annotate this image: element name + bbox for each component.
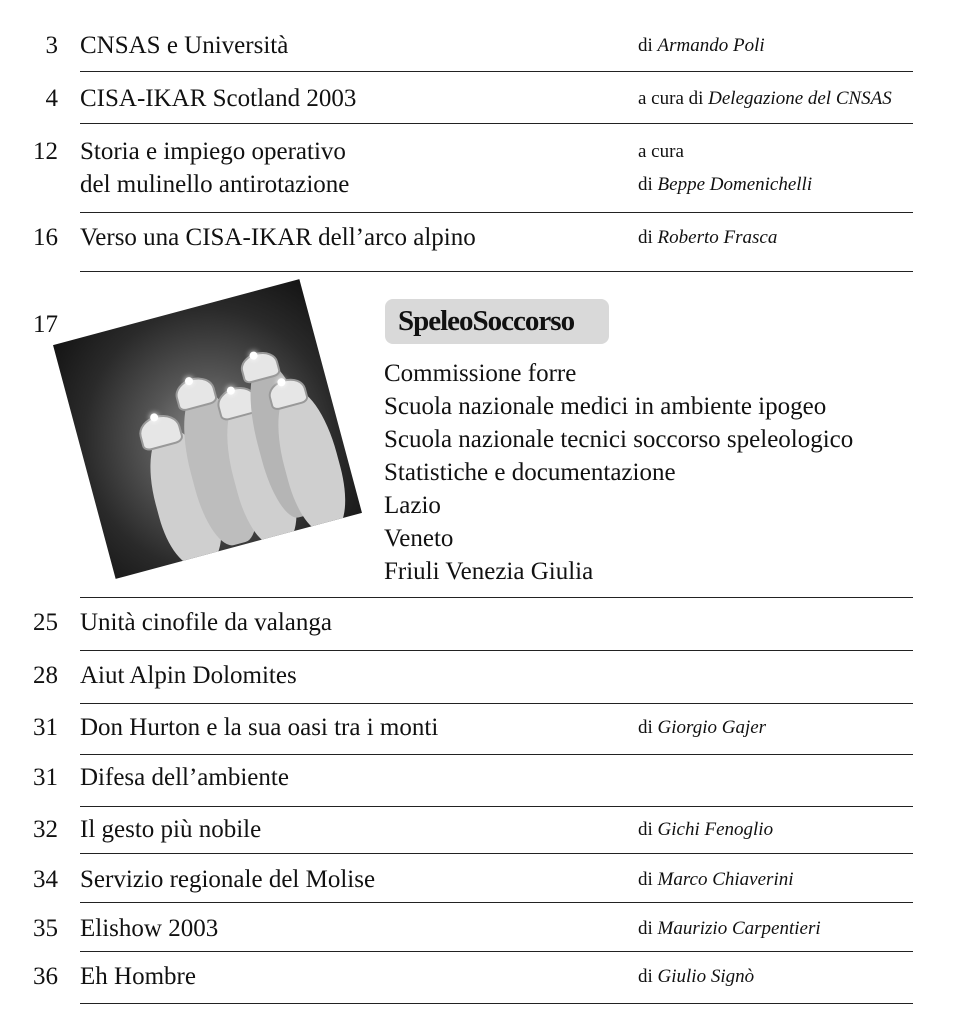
author-name: Delegazione del CNSAS: [708, 88, 892, 109]
divider: [80, 703, 913, 704]
author-prefix: di: [638, 869, 653, 890]
page-number: 28: [33, 662, 58, 689]
article-title: CISA-IKAR Scotland 2003: [80, 85, 357, 112]
author-prefix: a cura di: [638, 88, 704, 109]
author-name: Beppe Domenichelli: [657, 174, 813, 195]
article-title: CNSAS e Università: [80, 32, 289, 59]
author-prefix: di: [638, 819, 653, 840]
article-author: [638, 863, 794, 896]
cave-rescuers-photo: [53, 279, 362, 579]
article-author: [638, 960, 754, 993]
divider: [80, 271, 913, 272]
page-number: 17: [33, 311, 58, 338]
divider: [80, 853, 913, 854]
author-prefix: di: [638, 227, 653, 248]
list-item: Commissione forre: [384, 360, 577, 387]
divider: [80, 754, 913, 755]
author-prefix: di: [638, 918, 653, 939]
author-name: Gichi Fenoglio: [657, 819, 774, 840]
author-name: Maurizio Carpentieri: [657, 918, 821, 939]
article-author: [638, 29, 765, 62]
article-title: Aiut Alpin Dolomites: [80, 662, 297, 689]
author-prefix: a cura: [638, 141, 684, 162]
article-author: [638, 912, 821, 945]
article-title: Unità cinofile da valanga: [80, 609, 332, 636]
list-item: Lazio: [384, 492, 441, 519]
divider: [80, 951, 913, 952]
list-item: Veneto: [384, 525, 454, 552]
divider: [80, 806, 913, 807]
page-number: 16: [33, 224, 58, 251]
author-name: Giulio Signò: [657, 966, 755, 987]
article-author: [638, 168, 812, 201]
article-author: [638, 221, 777, 254]
article-title: Verso una CISA-IKAR dell’arco alpino: [80, 224, 476, 251]
list-item: Statistiche e documentazione: [384, 459, 676, 486]
list-item: Scuola nazionale medici in ambiente ipogeo: [384, 393, 827, 420]
page-number: 32: [33, 816, 58, 843]
article-title-line2: del mulinello antirotazione: [80, 171, 350, 198]
page-number: 3: [45, 32, 58, 59]
page-number: 4: [45, 85, 58, 112]
article-author: [638, 813, 773, 846]
author-name: Armando Poli: [657, 35, 765, 56]
page-number: 31: [33, 764, 58, 791]
divider: [80, 123, 913, 124]
page-number: 36: [33, 963, 58, 990]
list-item: Friuli Venezia Giulia: [384, 558, 594, 585]
article-title: Elishow 2003: [80, 915, 219, 942]
divider: [80, 1003, 913, 1004]
article-title: Il gesto più nobile: [80, 816, 262, 843]
article-title: Difesa dell’ambiente: [80, 764, 289, 791]
author-prefix: di: [638, 717, 653, 738]
divider: [80, 597, 913, 598]
speleo-list: [384, 357, 853, 588]
speleosoccorso-badge: SpeleoSoccorso: [385, 299, 609, 344]
article-author: [638, 82, 892, 115]
page-number: 34: [33, 866, 58, 893]
article-title: Don Hurton e la sua oasi tra i monti: [80, 714, 439, 741]
author-name: Marco Chiaverini: [657, 869, 794, 890]
author-prefix: di: [638, 174, 653, 195]
divider: [80, 650, 913, 651]
author-prefix: di: [638, 966, 653, 987]
article-author: [638, 711, 766, 744]
author-name: Giorgio Gajer: [657, 717, 767, 738]
article-title: Servizio regionale del Molise: [80, 866, 376, 893]
page-number: 12: [33, 138, 58, 165]
divider: [80, 212, 913, 213]
list-item: Scuola nazionale tecnici soccorso speleologico: [384, 426, 854, 453]
author-name: Roberto Frasca: [657, 227, 778, 248]
page-number: 25: [33, 609, 58, 636]
author-prefix: di: [638, 35, 653, 56]
page-number: 35: [33, 915, 58, 942]
article-title: Eh Hombre: [80, 963, 196, 990]
page-number: 31: [33, 714, 58, 741]
divider: [80, 902, 913, 903]
divider: [80, 71, 913, 72]
article-title: Storia e impiego operativo: [80, 138, 346, 165]
